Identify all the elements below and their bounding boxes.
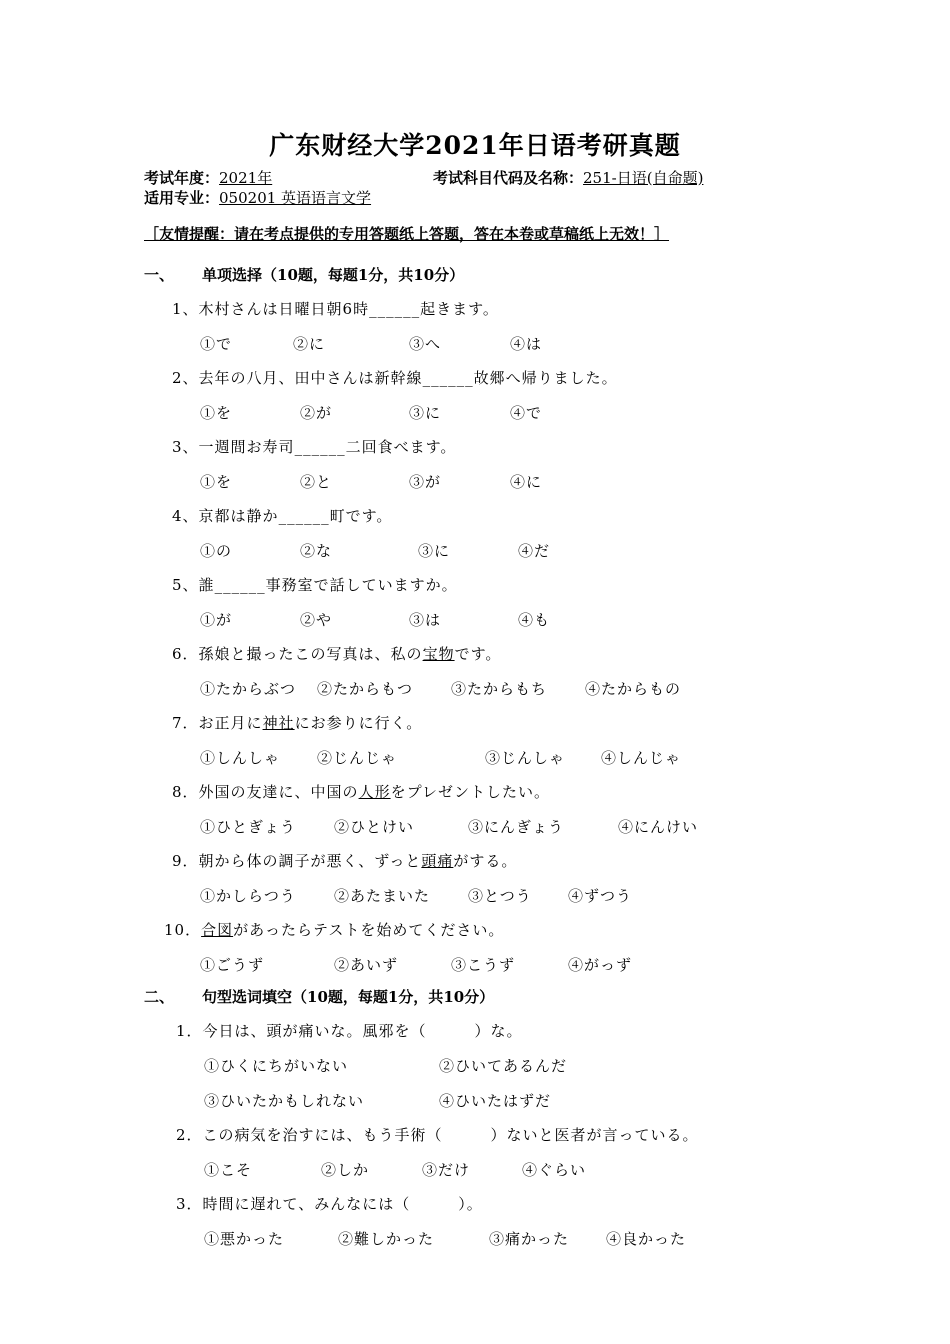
question-number: 8． [172,783,199,801]
major-value: 050201 英语语言文学 [219,189,372,207]
question-number: 2、 [172,369,199,387]
option[interactable]: ①こそ [204,1161,253,1179]
option[interactable]: ①を [200,404,233,422]
section-number: 一、 [144,266,175,284]
option[interactable]: ③じんしゃ [485,749,566,767]
option[interactable]: ④にんけい [618,818,699,836]
option[interactable]: ②ひいてあるんだ [439,1057,568,1075]
option[interactable]: ①かしらつう [200,887,296,905]
option[interactable]: ③痛かった [489,1230,570,1248]
notice: ［友情提醒：请在考点提供的专用答题纸上答题，答在本卷或草稿纸上无效！］ [144,225,670,243]
option[interactable]: ③に [409,404,442,422]
underlined-word: 人形 [358,783,391,801]
option[interactable]: ④ずつう [568,887,633,905]
question: 8．外国の友達に、中国の人形をプレゼントしたい。 [172,783,550,801]
option[interactable]: ④も [518,611,551,629]
option[interactable]: ①たからぶつ [200,680,297,698]
option[interactable]: ②に [293,335,326,353]
subject-value: 251-日语(自命题) [583,169,704,187]
question: 1．今日は、頭が痛いな。風邪を（ ）な。 [176,1022,523,1040]
page-title: 广东财经大学2021年日语考研真题 [269,131,681,160]
option[interactable]: ①ひくにちがいない [204,1057,349,1075]
option[interactable]: ①悪かった [204,1230,285,1248]
option[interactable]: ④しんじゃ [601,749,682,767]
option[interactable]: ③が [409,473,442,491]
question-number: 1、 [172,300,199,318]
option[interactable]: ①の [200,542,233,560]
option[interactable]: ②たからもつ [317,680,414,698]
option[interactable]: ④は [510,335,543,353]
question-number: 3． [176,1195,203,1213]
question-number: 5、 [172,576,199,594]
option[interactable]: ②や [300,611,333,629]
exam-year [144,167,272,188]
question: 10．合図があったらテストを始めてください。 [164,921,505,939]
option[interactable]: ④たからもの [585,680,682,698]
option[interactable]: ②と [300,473,333,491]
question: 3、一週間お寿司______二回食べます。 [172,438,457,456]
option[interactable]: ①で [200,335,233,353]
option[interactable]: ③だけ [422,1161,471,1179]
exam-major [144,187,371,208]
option[interactable]: ②難しかった [338,1230,435,1248]
question-number: 10． [164,921,202,939]
option[interactable]: ①ごうず [200,956,265,974]
question: 2、去年の八月、田中さんは新幹線______故郷へ帰りました。 [172,369,618,387]
underlined-word: 神社 [262,714,295,732]
underlined-word: 頭痛 [421,852,454,870]
option[interactable]: ②しか [321,1161,370,1179]
option[interactable]: ④がっず [568,956,633,974]
question-number: 3、 [172,438,199,456]
year-label: 考试年度： [144,169,220,187]
option[interactable]: ①が [200,611,233,629]
exam-subject [433,167,703,188]
option[interactable]: ②ひとけい [334,818,415,836]
question: 9．朝から体の調子が悪く、ずっと頭痛がする。 [172,852,518,870]
option[interactable]: ③こうず [451,956,516,974]
section-number: 二、 [144,988,175,1006]
year-value: 2021年 [219,169,273,187]
option[interactable]: ④ぐらい [522,1161,587,1179]
option[interactable]: ①しんしゃ [200,749,281,767]
section-title: 句型选词填空（10题，每题1分，共10分） [202,988,495,1006]
option[interactable]: ①を [200,473,233,491]
option[interactable]: ③は [409,611,442,629]
option[interactable]: ③へ [409,335,442,353]
question-number: 9． [172,852,199,870]
question: 3．時間に遅れて、みんなには（ ）。 [176,1195,483,1213]
question-number: 2． [176,1126,203,1144]
option[interactable]: ③に [418,542,451,560]
major-label: 适用专业： [144,189,220,207]
option[interactable]: ②あいず [334,956,399,974]
section-heading [144,264,464,285]
section-title: 单项选择（10题，每题1分，共10分） [202,266,465,284]
question-number: 7． [172,714,199,732]
question: 4、京都は静か______町です。 [172,507,393,525]
question-number: 4、 [172,507,199,525]
option[interactable]: ④ひいたはずだ [439,1092,552,1110]
section-heading [144,986,494,1007]
option[interactable]: ④で [510,404,543,422]
option[interactable]: ④に [510,473,543,491]
underlined-word: 合図 [201,921,234,939]
option[interactable]: ③たからもち [451,680,548,698]
option[interactable]: ②じんじゃ [317,749,398,767]
question-number: 1． [176,1022,203,1040]
option[interactable]: ④だ [518,542,551,560]
underlined-word: 宝物 [422,645,455,663]
option[interactable]: ④良かった [606,1230,687,1248]
option[interactable]: ③ひいたかもしれない [204,1092,365,1110]
option[interactable]: ③にんぎょう [468,818,565,836]
question: 1、木村さんは日曜日朝6時______起きます。 [172,300,499,318]
question: 7．お正月に神社にお参りに行く。 [172,714,423,732]
option[interactable]: ③とつう [468,887,532,905]
question: 6．孫娘と撮ったこの写真は、私の宝物です。 [172,645,502,663]
option[interactable]: ②が [300,404,333,422]
option[interactable]: ②あたまいた [334,887,431,905]
question: 2．この病気を治すには、もう手術（ ）ないと医者が言っている。 [176,1126,699,1144]
subject-label: 考试科目代码及名称： [433,169,584,187]
question-number: 6． [172,645,199,663]
option[interactable]: ②な [300,542,333,560]
question: 5、誰______事務室で話していますか。 [172,576,458,594]
option[interactable]: ①ひとぎょう [200,818,297,836]
